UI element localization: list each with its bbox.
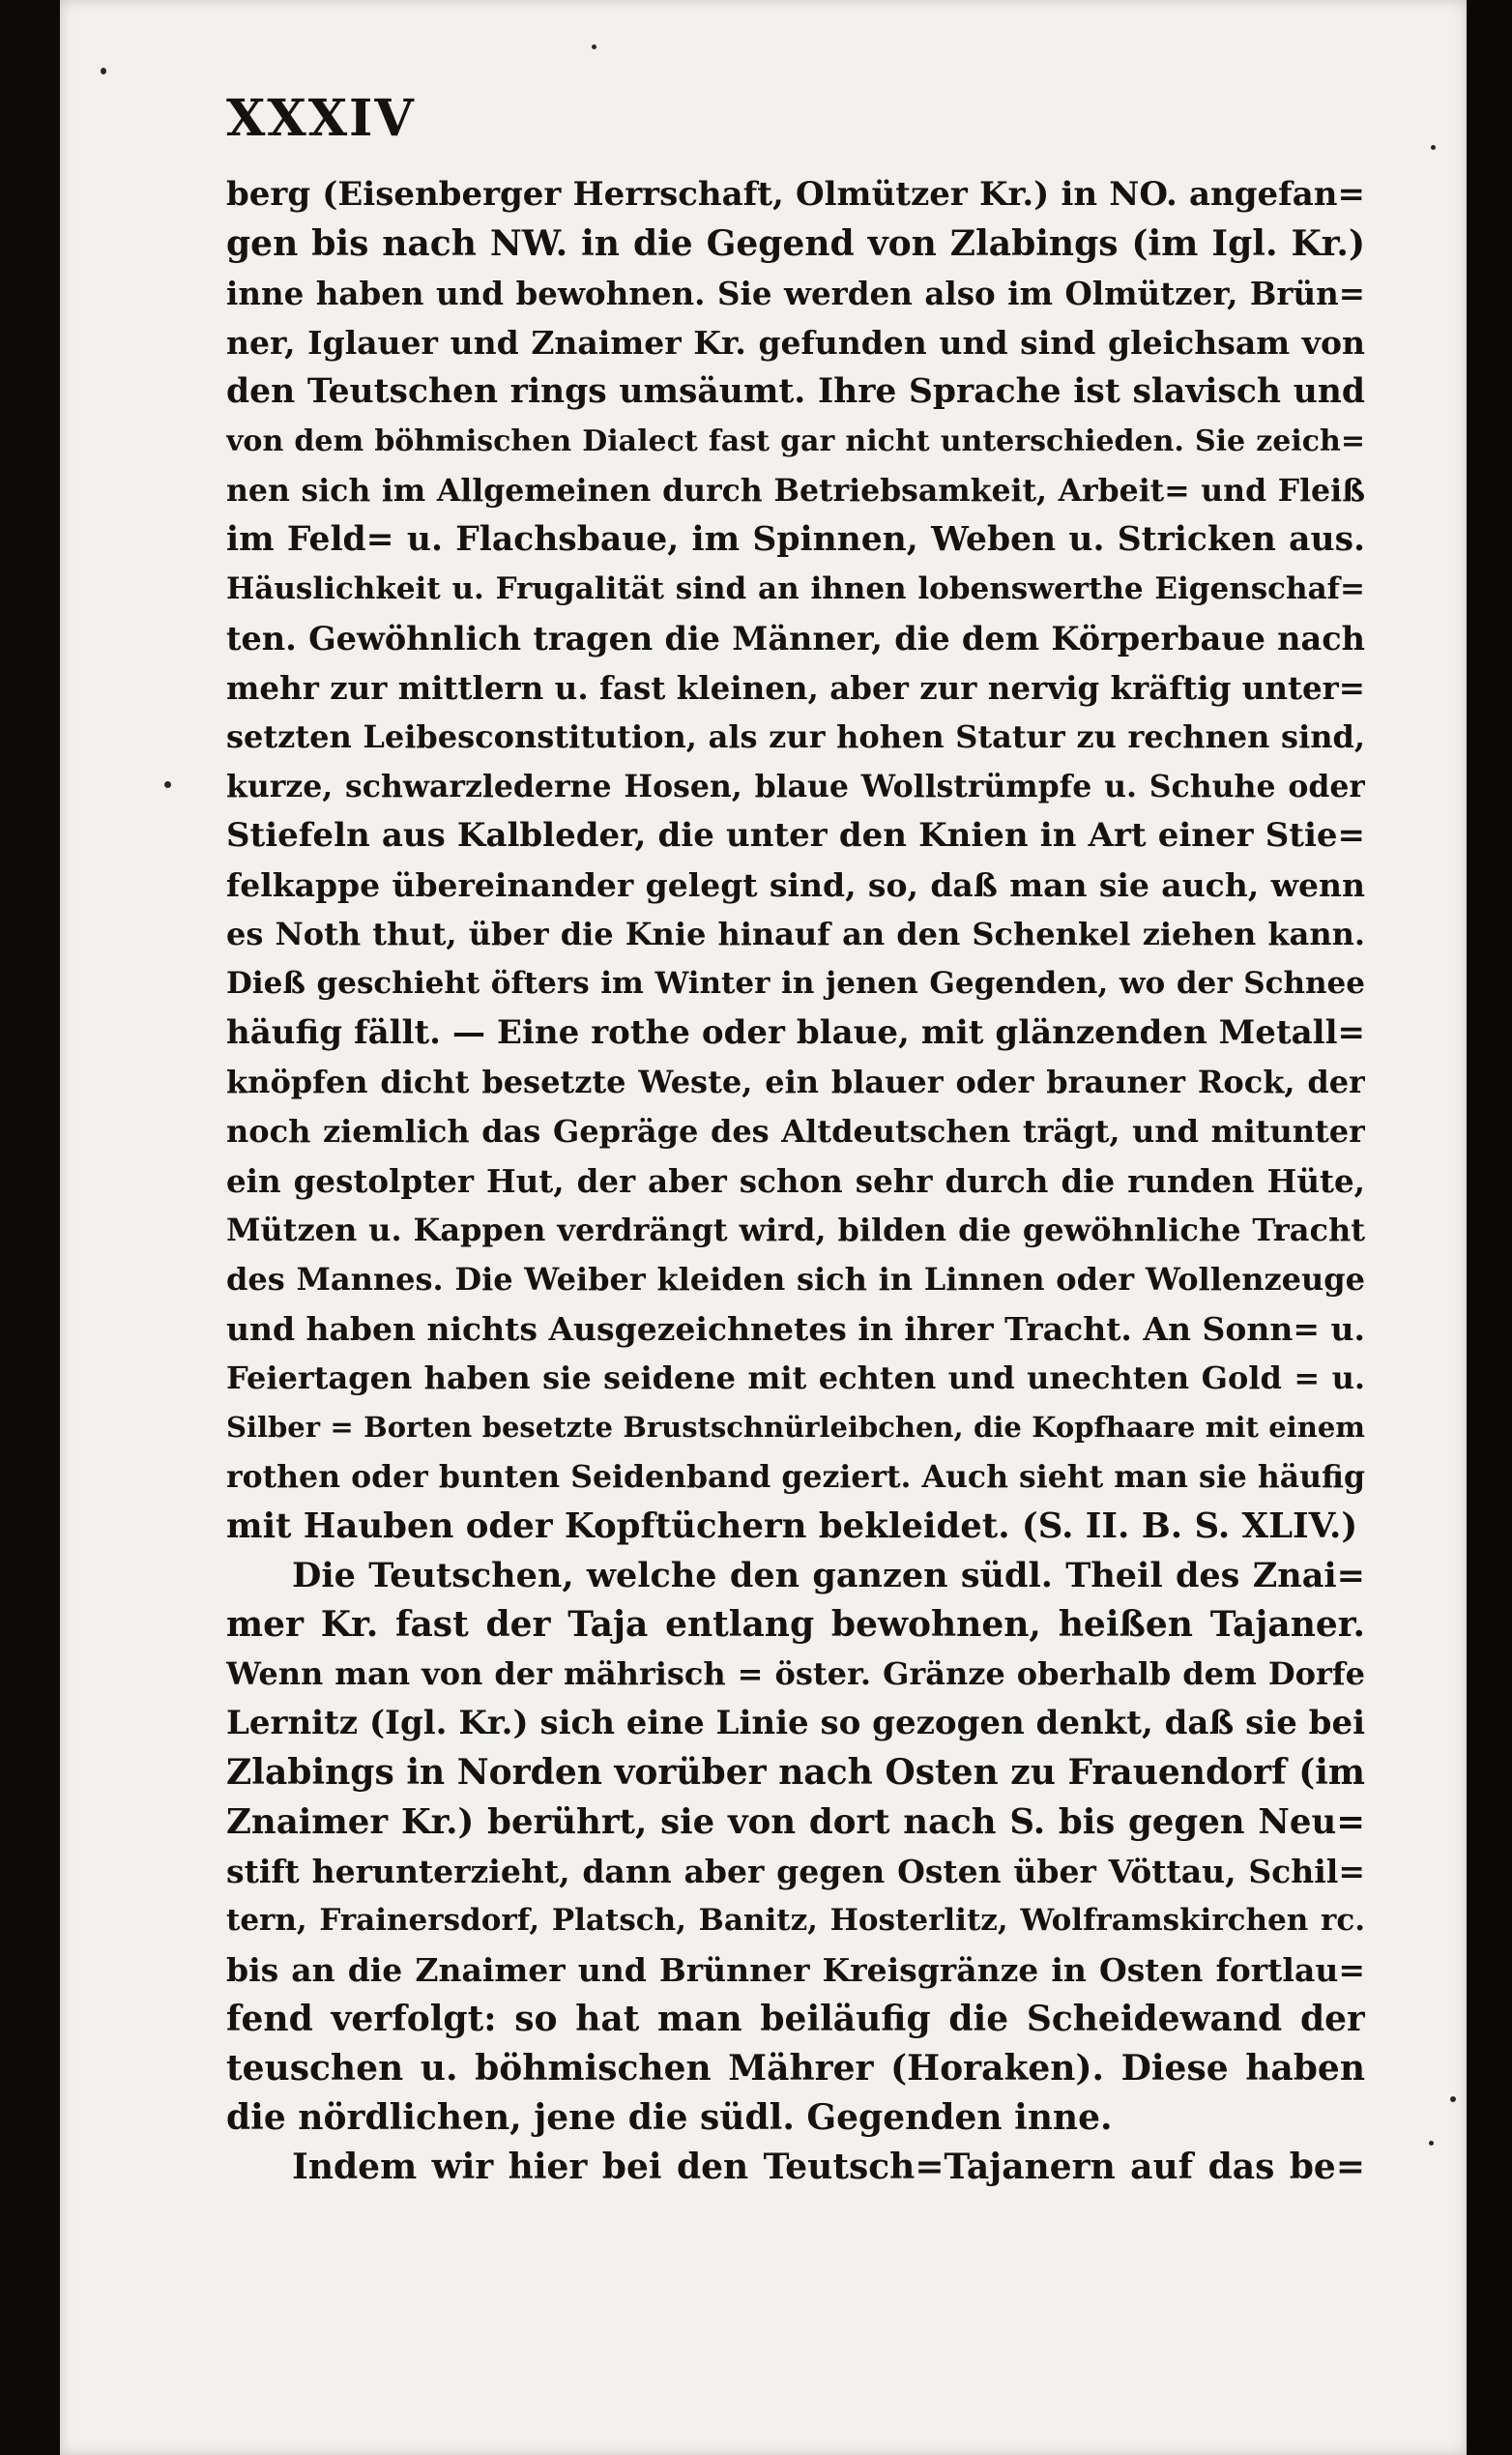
text-line: Stiefeln aus Kalbleder, die unter den Knien in Art einer Stie= — [226, 816, 1365, 855]
text-line: Wenn man von der mährisch = öster. Gränze oberhalb dem Dorfe — [226, 1655, 1365, 1692]
text-line: ten. Gewöhnlich tragen die Männer, die dem Körperbaue nach — [226, 620, 1365, 658]
text-line: noch ziemlich das Gepräge des Altdeutschen trägt, und mitunter — [226, 1113, 1365, 1150]
paper-speck — [101, 68, 106, 74]
text-line: von dem böhmischen Dialect fast gar nicht unterschieden. Sie zeich= — [226, 424, 1365, 458]
text-line: mehr zur mittlern u. fast kleinen, aber zur nervig kräftig unter= — [226, 669, 1365, 707]
text-line: Znaimer Kr.) berührt, sie von dort nach S. bis gegen Neu= — [226, 1802, 1365, 1842]
text-line: im Feld= u. Flachsbaue, im Spinnen, Weben u. Stricken aus. — [226, 520, 1365, 559]
text-line: des Mannes. Die Weiber kleiden sich in Linnen oder Wollenzeuge — [226, 1261, 1365, 1298]
page-number: XXXIV — [226, 89, 416, 148]
text-line: tern, Frainersdorf, Platsch, Banitz, Hosterlitz, Wolframskirchen rc. — [226, 1903, 1365, 1938]
text-line: den Teutschen rings umsäumt. Ihre Sprache ist slavisch und — [226, 372, 1365, 411]
text-line: Mützen u. Kappen verdrängt wird, bilden die gewöhnliche Tracht — [226, 1212, 1365, 1248]
text-line: fend verfolgt: so hat man beiläufig die Scheidewand der — [226, 1999, 1365, 2039]
body-text — [226, 170, 1365, 2192]
text-line: häufig fällt. — Eine rothe oder blaue, mit glänzenden Metall= — [226, 1013, 1365, 1052]
scan-border — [1467, 0, 1512, 2455]
text-line: Silber = Borten besetzte Brustschnürleibchen, die Kopfhaare mit einem — [226, 1411, 1365, 1444]
text-line: mer Kr. fast der Taja entlang bewohnen, heißen Tajaner. — [226, 1604, 1365, 1645]
paper-speck — [164, 781, 171, 788]
text-line: Zlabings in Norden vorüber nach Osten zu Frauendorf (im — [226, 1752, 1365, 1793]
text-line: Häuslichkeit u. Frugalität sind an ihnen lobenswerthe Eigenschaf= — [226, 571, 1365, 606]
text-line: ner, Iglauer und Znaimer Kr. gefunden und sind gleichsam von — [226, 324, 1365, 362]
text-line: die nördlichen, jene die südl. Gegenden inne. — [226, 2097, 1113, 2138]
text-line: nen sich im Allgemeinen durch Betriebsamkeit, Arbeit= und Fleiß — [226, 473, 1365, 509]
paper-speck — [592, 44, 596, 49]
text-line: rothen oder bunten Seidenband geziert. Auch sieht man sie häufig — [226, 1459, 1365, 1495]
paper-speck — [1429, 2141, 1434, 2146]
text-line: Feiertagen haben sie seidene mit echten und unechten Gold = u. — [226, 1359, 1365, 1396]
text-line: kurze, schwarzlederne Hosen, blaue Wollstrümpfe u. Schuhe oder — [226, 769, 1365, 804]
text-line: stift herunterzieht, dann aber gegen Osten über Vöttau, Schil= — [226, 1853, 1365, 1890]
text-line: inne haben und bewohnen. Sie werden also im Olmützer, Brün= — [226, 275, 1365, 312]
text-line: teuschen u. böhmischen Mährer (Horaken). Diese haben — [226, 2048, 1365, 2089]
text-line: Indem wir hier bei den Teutsch=Tajanern auf das be= — [292, 2147, 1365, 2187]
text-line: mit Hauben oder Kopftüchern bekleidet. (S. II. B. S. XLIV.) — [226, 1506, 1358, 1546]
text-line: setzten Leibesconstitution, als zur hohen Statur zu rechnen sind, — [226, 718, 1365, 755]
text-line: Die Teutschen, welche den ganzen südl. Theil des Znai= — [292, 1556, 1365, 1595]
text-line: knöpfen dicht besetzte Weste, ein blauer oder brauner Rock, der — [226, 1064, 1365, 1100]
text-line: bis an die Znaimer und Brünner Kreisgränze in Osten fortlau= — [226, 1951, 1365, 1989]
text-line: und haben nichts Ausgezeichnetes in ihrer Tracht. An Sonn= u. — [226, 1310, 1365, 1348]
paper-speck — [1450, 2096, 1456, 2102]
text-line: Dieß geschieht öfters im Winter in jenen Gegenden, wo der Schnee — [226, 966, 1365, 1001]
text-line: gen bis nach NW. in die Gegend von Zlabings (im Igl. Kr.) — [226, 223, 1365, 264]
text-line: ein gestolpter Hut, der aber schon sehr durch die runden Hüte, — [226, 1162, 1365, 1200]
text-line: berg (Eisenberger Herrschaft, Olmützer Kr.) in NO. angefan= — [226, 175, 1365, 214]
paper-speck — [1431, 145, 1436, 150]
text-line: Lernitz (Igl. Kr.) sich eine Linie so gezogen denkt, daß sie bei — [226, 1704, 1365, 1742]
text-line: felkappe übereinander gelegt sind, so, daß man sie auch, wenn — [226, 866, 1365, 904]
text-line: es Noth thut, über die Knie hinauf an den Schenkel ziehen kann. — [226, 916, 1365, 952]
